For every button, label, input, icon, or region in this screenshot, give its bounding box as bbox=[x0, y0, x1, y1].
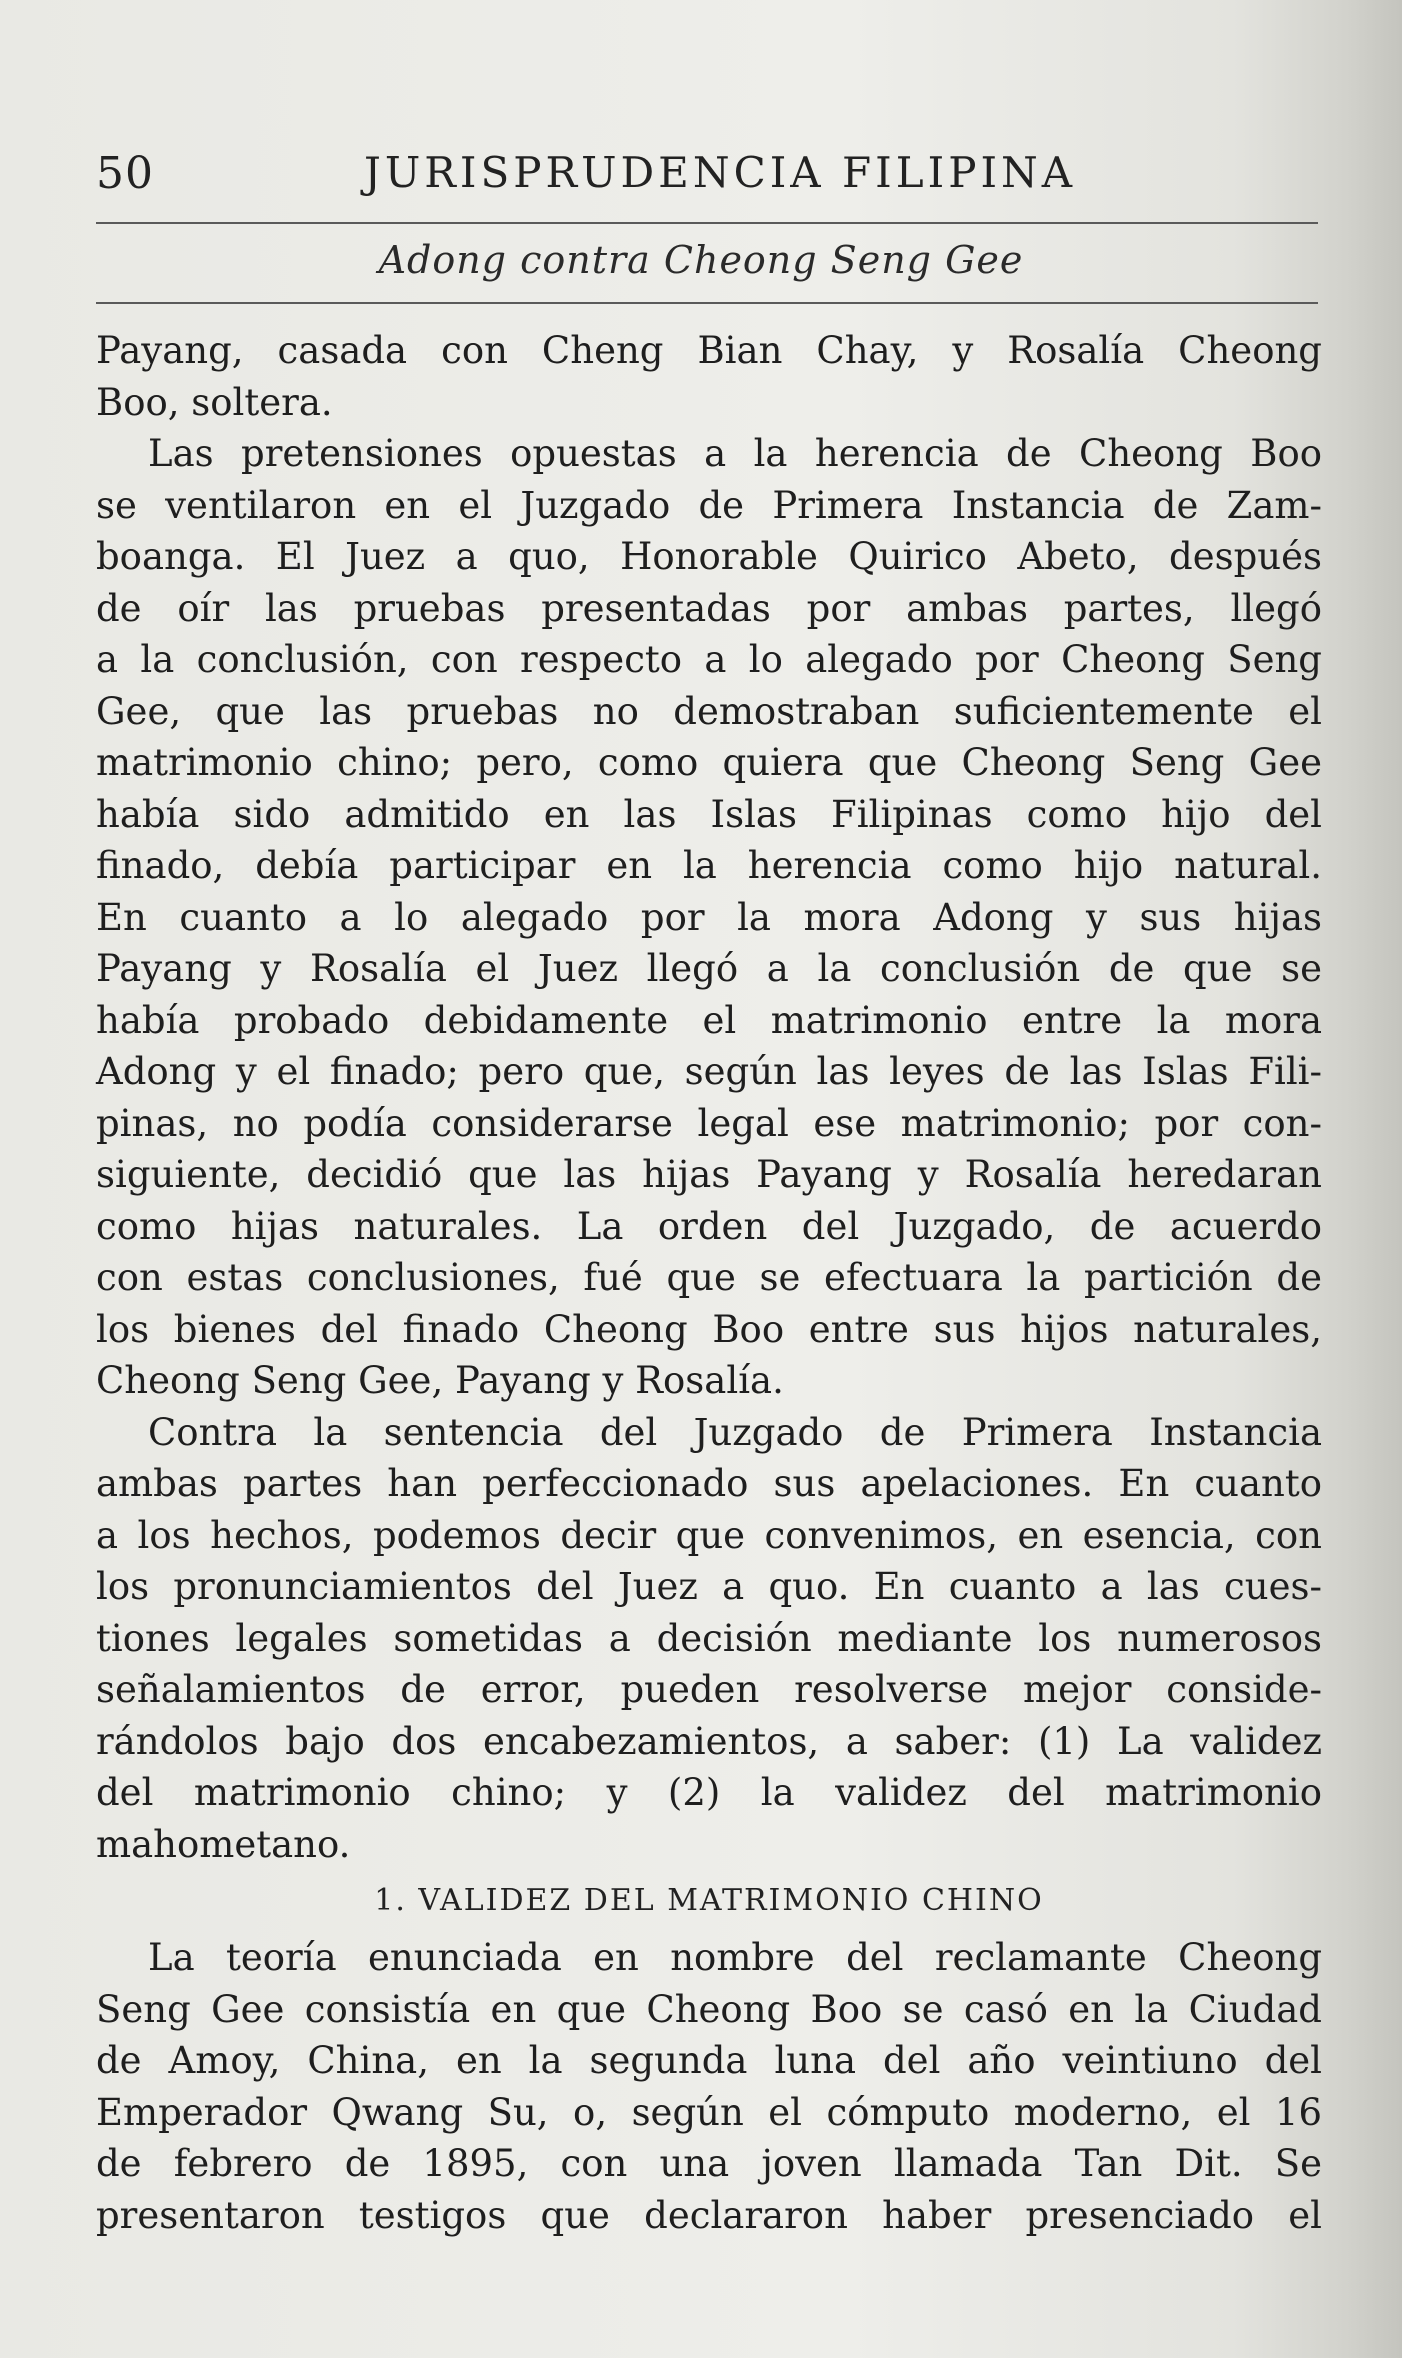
text-line: pinas, no podía considerarse legal ese matrimonio; por con- bbox=[96, 1101, 1322, 1145]
text-line: Las pretensiones opuestas a la herencia de Cheong Boo bbox=[148, 432, 1322, 475]
text-line: Payang y Rosalía el Juez llegó a la conclusión de que se bbox=[96, 947, 1322, 990]
text-line: había probado debidamente el matrimonio entre la mora bbox=[96, 998, 1322, 1042]
text-line: rándolos bajo dos encabezamientos, a saber: (1) La validez bbox=[96, 1719, 1322, 1763]
text-line: finado, debía participar en la herencia como hijo natural. bbox=[96, 844, 1322, 887]
text-line: mahometano. bbox=[96, 1822, 351, 1866]
text-line: de febrero de 1895, con una joven llamada Tan Dit. Se bbox=[96, 2142, 1322, 2185]
text-line: Seng Gee consistía en que Cheong Boo se casó en la Ciudad bbox=[96, 1987, 1322, 2031]
page-number: 50 bbox=[96, 148, 154, 199]
text-line: matrimonio chino; pero, como quiera que Cheong Seng Gee bbox=[96, 741, 1322, 784]
text-line: La teoría enunciada en nombre del reclamante Cheong bbox=[148, 1936, 1322, 1979]
running-title: JURISPRUDENCIA FILIPINA bbox=[364, 148, 1077, 197]
body-text bbox=[96, 325, 1322, 2241]
text-line: siguiente, decidió que las hijas Payang y Rosalía heredaran bbox=[96, 1153, 1322, 1196]
text-line: del matrimonio chino; y (2) la validez del matrimonio bbox=[96, 1771, 1322, 1814]
text-line: tiones legales sometidas a decisión mediante los numerosos bbox=[96, 1616, 1322, 1660]
text-line: presentaron testigos que declararon haber presenciado el bbox=[96, 2193, 1322, 2237]
text-line: En cuanto a lo alegado por la mora Adong y sus hijas bbox=[96, 895, 1322, 939]
text-line: a los hechos, podemos decir que convenimos, en esencia, con bbox=[96, 1513, 1322, 1557]
text-line: Emperador Qwang Su, o, según el cómputo moderno, el 16 bbox=[96, 2090, 1322, 2134]
text-line: Gee, que las pruebas no demostraban suficientemente el bbox=[96, 689, 1322, 733]
text-line: de Amoy, China, en la segunda luna del año veintiuno del bbox=[96, 2039, 1322, 2082]
text-line: había sido admitido en las Islas Filipinas como hijo del bbox=[96, 792, 1322, 836]
section-heading: 1. VALIDEZ DEL MATRIMONIO CHINO bbox=[374, 1883, 1044, 1918]
text-line: Payang, casada con Cheng Bian Chay, y Rosalía Cheong bbox=[96, 329, 1322, 372]
text-line: ambas partes han perfeccionado sus apelaciones. En cuanto bbox=[96, 1462, 1322, 1505]
text-line: Boo, soltera. bbox=[96, 380, 333, 424]
text-line: como hijas naturales. La orden del Juzgado, de acuerdo bbox=[96, 1204, 1322, 1248]
text-line: de oír las pruebas presentadas por ambas partes, llegó bbox=[96, 586, 1322, 630]
header-rule-bottom bbox=[96, 302, 1318, 304]
text-line: los bienes del finado Cheong Boo entre sus hijos naturales, bbox=[96, 1307, 1322, 1351]
text-line: con estas conclusiones, fué que se efectuara la partición de bbox=[96, 1256, 1322, 1299]
text-line: a la conclusión, con respecto a lo alegado por Cheong Seng bbox=[96, 638, 1322, 681]
text-line: Adong y el finado; pero que, según las leyes de las Islas Fili- bbox=[96, 1050, 1322, 1093]
text-line: señalamientos de error, pueden resolverse mejor conside- bbox=[96, 1668, 1322, 1711]
text-line: boanga. El Juez a quo, Honorable Quirico Abeto, después bbox=[96, 535, 1322, 578]
case-caption: Adong contra Cheong Seng Gee bbox=[378, 238, 1024, 282]
text-line: Contra la sentencia del Juzgado de Primera Instancia bbox=[148, 1410, 1322, 1454]
text-line: Cheong Seng Gee, Payang y Rosalía. bbox=[96, 1359, 784, 1402]
header-rule-top bbox=[96, 222, 1318, 224]
text-line: los pronunciamientos del Juez a quo. En cuanto a las cues- bbox=[96, 1565, 1322, 1608]
text-line: se ventilaron en el Juzgado de Primera Instancia de Zam- bbox=[96, 483, 1322, 527]
page-header bbox=[96, 148, 1318, 198]
